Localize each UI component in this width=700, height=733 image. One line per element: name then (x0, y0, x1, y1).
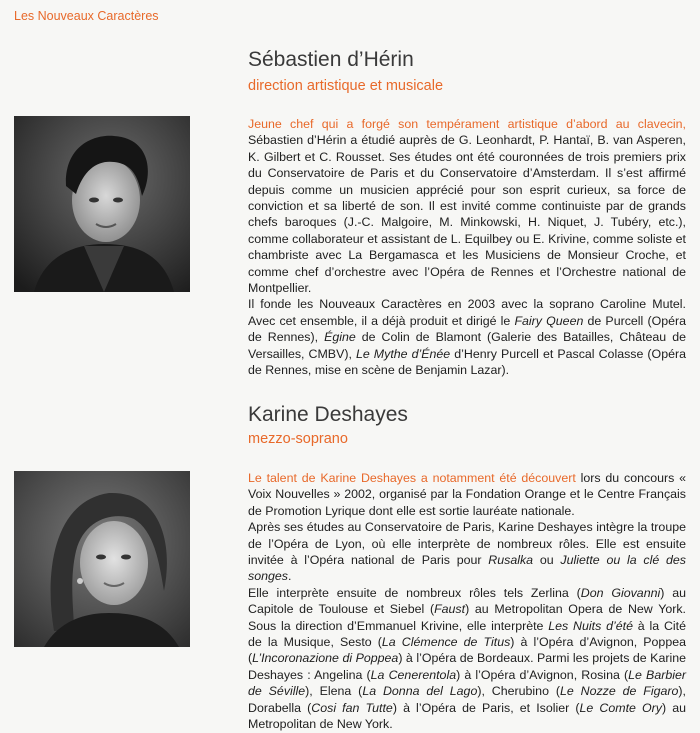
bio-text: ) au Capitole de Toulouse et Siebel ( (248, 585, 686, 617)
work-title: Les Nuits d’été (548, 618, 633, 633)
work-title: Juliette ou la clé des songes (248, 553, 687, 584)
bio-text: ) au Metropolitan de New York. (248, 700, 686, 732)
artist-role: direction artistique et musicale (248, 78, 444, 94)
work-title: La Clémence de Titus (381, 635, 511, 650)
bio-text: ) à l’Opéra de Bordeaux. Parmi les projets de Karine Deshayes : Angelina ( (248, 651, 686, 682)
work-title: La Cenerentola (370, 667, 457, 682)
series-title: Les Nouveaux Caractères (14, 9, 159, 23)
bio-text: . (287, 569, 292, 584)
artist-name: Karine Deshayes (248, 403, 408, 426)
portrait-karine-deshayes (14, 471, 190, 647)
bio-text: ) à l’Opéra de Paris, et Isolier ( (392, 700, 580, 715)
bio-paragraph (248, 519, 686, 585)
bio-text: Sébastien d’Hérin a étudié auprès de G. Leonhardt, P. Hantaï, B. van Asperen, K. Gilbert et C. Rousset. Ses études ont été couronnées de trois premiers prix du Conservatoire de Paris et du Conservatoire d’Amsterdam. Il s’est affirmé depuis comme un musicien apprécié pour son esprit curieux, sa force de conviction et sa liberté de son. Il est invité comme continuiste par de grands chefs baroques (J.-C. Malgoire, M. Minkowski, H. Niquet, J. Tubéry, etc.), comme collaborateur et assistant de L. Equilbey ou E. Krivine, comme soliste et chambriste avec La Bergamasca et les Musiciens de Monsieur Croche, et comme chef d’orchestre avec l’Opéra de Rennes et l’Orchestre national de Montpellier. (248, 133, 686, 296)
bio-text: ou (533, 553, 561, 568)
artist-bio (248, 116, 686, 379)
bio-paragraph (248, 585, 686, 733)
bio-lead: Jeune chef qui a forgé son tempérament artistique d’abord au clavecin, (248, 117, 686, 131)
bio-text: à la Cité de la Musique, Sesto ( (248, 618, 687, 650)
artist-bio (248, 470, 686, 733)
bio-text: ), Elena ( (305, 684, 363, 699)
bio-text: d’Henry Purcell et Pascal Colasse (Opéra de Rennes, mise en scène de Benjamin Lazar). (248, 346, 686, 378)
bio-text: lors du concours « Voix Nouvelles » 2002, organisé par la Fondation Orange et le Centre Français de Promotion Lyrique dont elle est sortie lauréate nationale. (248, 471, 686, 518)
bio-paragraph (248, 116, 686, 296)
work-title: Don Giovanni (580, 585, 661, 600)
bio-lead: Le talent de Karine Deshayes a notamment été découvert (248, 471, 576, 485)
bio-text: de Purcell (Opéra de Rennes), (248, 313, 687, 345)
portrait-sebastien-dherin (14, 116, 190, 292)
bio-paragraph (248, 296, 686, 378)
work-title: Le Mythe d’Énée (355, 346, 451, 361)
work-title: La Donna del Lago (362, 684, 478, 699)
artist-name: Sébastien d’Hérin (248, 48, 414, 71)
bio-text: Elle interprète ensuite de nombreux rôles tels Zerlina ( (248, 585, 581, 600)
work-title: Faust (434, 602, 466, 617)
work-title: Le Nozze de Figaro (559, 684, 679, 699)
bio-text: Après ses études au Conservatoire de Paris, Karine Deshayes intègre la troupe de l’Opéra de Lyon, où elle interprète de nombreux rôles. Elle est ensuite invitée à l’Opéra national de Paris pour (248, 520, 686, 568)
work-title: L’Incoronazione di Poppea (252, 651, 399, 666)
bio-text: ) à l’Opéra d’Avignon, Rosina ( (456, 667, 629, 682)
bio-text: Il fonde les Nouveaux Caractères en 2003 avec la soprano Caroline Mutel. Avec cet ensemble, il a déjà produit et dirigé le (248, 297, 686, 328)
bio-text: ) au Metropolitan Opera de New York. Sous la direction d’Emmanuel Krivine, elle interprète (248, 602, 687, 633)
bio-paragraph (248, 470, 686, 519)
work-title: Le Barbier de Séville (248, 667, 686, 699)
work-title: Rusalka (488, 553, 534, 568)
bio-text: ) à l’Opéra d’Avignon, Poppea ( (248, 635, 686, 666)
bio-text: ), Cherubino ( (477, 684, 560, 699)
work-title: Cosi fan Tutte (311, 700, 393, 715)
bio-text: de Colin de Blamont (Galerie des Batailles, Château de Versailles, CMBV), (248, 330, 686, 361)
bio-text: ), Dorabella ( (248, 684, 686, 715)
artist-role: mezzo-soprano (248, 431, 348, 447)
work-title: Le Comte Ory (579, 700, 662, 715)
work-title: Égine (324, 330, 356, 345)
work-title: Fairy Queen (514, 313, 584, 328)
